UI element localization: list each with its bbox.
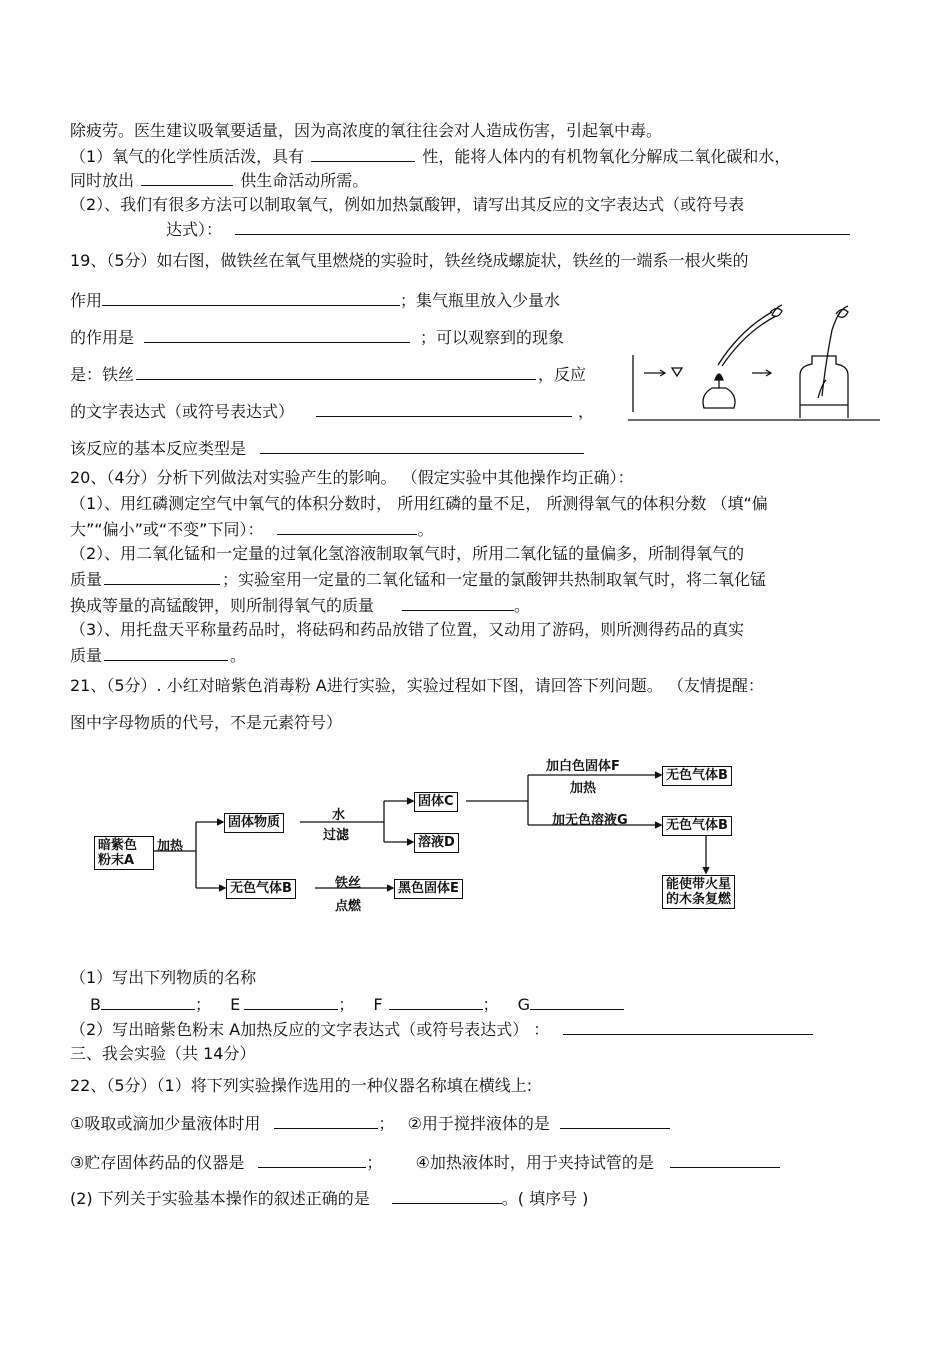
black-solid-e-box: 黑色固体E	[394, 879, 463, 899]
q19-line1	[70, 290, 560, 311]
answer-blank[interactable]	[560, 1113, 670, 1129]
gas-b-box-3: 无色气体B	[662, 816, 732, 836]
q19-line4	[70, 401, 594, 422]
text: 作用	[70, 291, 103, 310]
iron-wire-icon	[822, 312, 840, 396]
text: ，	[578, 402, 595, 421]
answer-blank[interactable]	[402, 595, 514, 611]
label-b: B	[90, 995, 101, 1014]
q21-sub1-blanks	[90, 994, 624, 1015]
q19-line2	[70, 327, 564, 348]
q20-b-line1: （2）、用二氧化锰和一定量的过氧化氢溶液制取氧气时，所用二氧化锰的量偏多，所制得氧气的	[70, 544, 745, 563]
answer-blank[interactable]	[311, 146, 415, 162]
text: ③贮存固体药品的仪器是	[70, 1153, 245, 1172]
text: 质量	[70, 646, 103, 665]
label-f: F	[373, 995, 383, 1014]
text: ；	[194, 995, 211, 1014]
answer-blank[interactable]	[104, 645, 228, 661]
answer-blank[interactable]	[141, 170, 233, 186]
text: 。	[514, 596, 531, 615]
q19-line5	[70, 438, 584, 459]
ignite-label: 点燃	[335, 899, 362, 914]
answer-blank[interactable]	[260, 438, 584, 454]
text: ；可以观察到的现象	[420, 328, 565, 347]
solid-c-box: 固体C	[414, 792, 458, 812]
section-3-heading: 三、我会实验（共 14分）	[70, 1044, 256, 1063]
gas-b-box-2: 无色气体B	[662, 766, 732, 786]
text: 的作用是	[70, 328, 135, 347]
alcohol-lamp-icon	[703, 388, 735, 408]
q21-heading-note: 图中字母物质的代号，不是元素符号）	[70, 713, 343, 732]
text: ；	[366, 1153, 383, 1172]
paragraph-line: 除疲劳。医生建议吸氧要适量，因为高浓度的氧往往会对人造成伤害，引起氧中毒。	[70, 121, 663, 140]
tongs-icon	[718, 312, 772, 365]
text: ，反应	[538, 365, 587, 384]
text: 同时放出	[70, 171, 135, 190]
heat-label: 加热	[157, 839, 184, 854]
q22-items-row1	[70, 1113, 670, 1134]
label-g: G	[517, 995, 531, 1014]
text: ；	[378, 1114, 395, 1133]
rekindle-splint-box: 能使带火星 的木条复燃	[662, 875, 735, 909]
text: 。( 填序号 )	[501, 1189, 589, 1208]
filter-label: 过滤	[323, 828, 350, 843]
answer-blank[interactable]	[274, 1113, 378, 1129]
heat-label-2: 加热	[570, 781, 597, 796]
text: ；实验室用一定量的二氧化锰和一定量的氯酸钾共热制取氧气时，将二氧化锰	[222, 570, 767, 589]
q22-part2	[70, 1188, 588, 1209]
text: 该反应的基本反应类型是	[70, 439, 247, 458]
q20-b-line3	[70, 595, 530, 616]
answer-blank[interactable]	[235, 219, 850, 235]
answer-blank[interactable]	[102, 290, 400, 306]
answer-blank[interactable]	[104, 569, 220, 585]
q18-part2-line2	[166, 219, 850, 240]
text: ；	[482, 995, 499, 1014]
q20-b-line2	[70, 569, 766, 590]
q22-items-row2	[70, 1152, 780, 1173]
text: 性，能将人体内的有机物氧化分解成二氧化碳和水，	[422, 147, 791, 166]
text: ④加热液体时，用于夹持试管的是	[415, 1153, 654, 1172]
text: 的文字表达式（或符号表达式）	[70, 402, 295, 421]
text: （2）写出暗紫色粉末 A加热反应的文字表达式（或符号表达式） ：	[70, 1020, 550, 1039]
q22-heading: 22、（5分）（1）将下列实验操作选用的一种仪器名称填在横线上:	[70, 1076, 533, 1095]
text: (2) 下列关于实验基本操作的叙述正确的是	[70, 1189, 370, 1208]
q18-part2-line1: （2）、我们有很多方法可以制取氧气，例如加热氯酸钾，请写出其反应的文字表达式（或符号表	[70, 195, 745, 214]
q20-a-line1: （1）、用红磷测定空气中氧气的体积分数时， 所用红磷的量不足， 所测得氧气的体积分数 （填“偏	[70, 494, 768, 513]
answer-blank[interactable]	[670, 1152, 780, 1168]
add-white-solid-f-label: 加白色固体F	[546, 759, 620, 774]
text: ①吸取或滴加少量液体时用	[70, 1114, 261, 1133]
q18-part1-line2	[70, 170, 368, 191]
text: 。	[417, 520, 434, 539]
q19-line3	[70, 364, 586, 385]
solid-substance-box: 固体物质	[224, 813, 284, 833]
answer-blank[interactable]	[563, 1019, 813, 1035]
text: 达式）：	[166, 220, 223, 239]
answer-blank[interactable]	[258, 1152, 366, 1168]
text: ②用于搅拌液体的是	[407, 1114, 550, 1133]
answer-blank[interactable]	[277, 519, 417, 535]
text: 供生命活动所需。	[240, 171, 369, 190]
match-icon	[672, 368, 682, 376]
q21-sub1: （1）写出下列物质的名称	[70, 968, 257, 987]
q18-part1-line1	[70, 146, 790, 167]
answer-blank-e[interactable]	[244, 994, 338, 1010]
answer-blank[interactable]	[144, 327, 410, 343]
gas-b-box-1: 无色气体B	[226, 879, 296, 899]
text: ；	[338, 995, 355, 1014]
q20-c-line1: （3）、用托盘天平称量药品时，将砝码和药品放错了位置，又动用了游码，则所测得药品的真实	[70, 620, 745, 639]
label-e: E	[230, 995, 241, 1014]
text: 。	[230, 646, 247, 665]
answer-blank[interactable]	[136, 364, 536, 380]
answer-blank-b[interactable]	[101, 994, 195, 1010]
q20-a-line2	[70, 519, 433, 540]
gas-jar-icon	[800, 356, 848, 418]
text: ；集气瓶里放入少量水	[400, 291, 561, 310]
text: 大”“偏小”或“不变”下同）：	[70, 520, 264, 539]
q20-heading: 20、（4分）分析下列做法对实验产生的影响。 （假定实验中其他操作均正确）：	[70, 468, 634, 487]
answer-blank[interactable]	[316, 401, 572, 417]
q20-c-line2	[70, 645, 246, 666]
answer-blank-f[interactable]	[389, 994, 483, 1010]
water-label: 水	[332, 808, 346, 823]
text: 是：铁丝	[70, 365, 135, 384]
q19-heading: 19、（5分）如右图，做铁丝在氧气里燃烧的实验时，铁丝绕成螺旋状，铁丝的一端系一根火柴的	[70, 251, 749, 270]
q21-sub2	[70, 1019, 813, 1040]
text: 换成等量的高锰酸钾，则所制得氧气的质量	[70, 596, 375, 615]
powder-a-box: 暗紫色 粉末A	[94, 836, 154, 870]
iron-wire-label: 铁丝	[335, 876, 362, 891]
answer-blank-g[interactable]	[530, 994, 624, 1010]
text: 质量	[70, 570, 103, 589]
answer-blank[interactable]	[392, 1188, 502, 1204]
text: （1）氧气的化学性质活泼，具有	[70, 147, 305, 166]
solution-d-box: 溶液D	[414, 833, 459, 853]
add-colorless-solution-g-label: 加无色溶液G	[552, 813, 628, 828]
q21-heading: 21、（5分）. 小红对暗紫色消毒粉 A进行实验，实验过程如下图，请回答下列问题。 （友情提醒：	[70, 676, 764, 695]
